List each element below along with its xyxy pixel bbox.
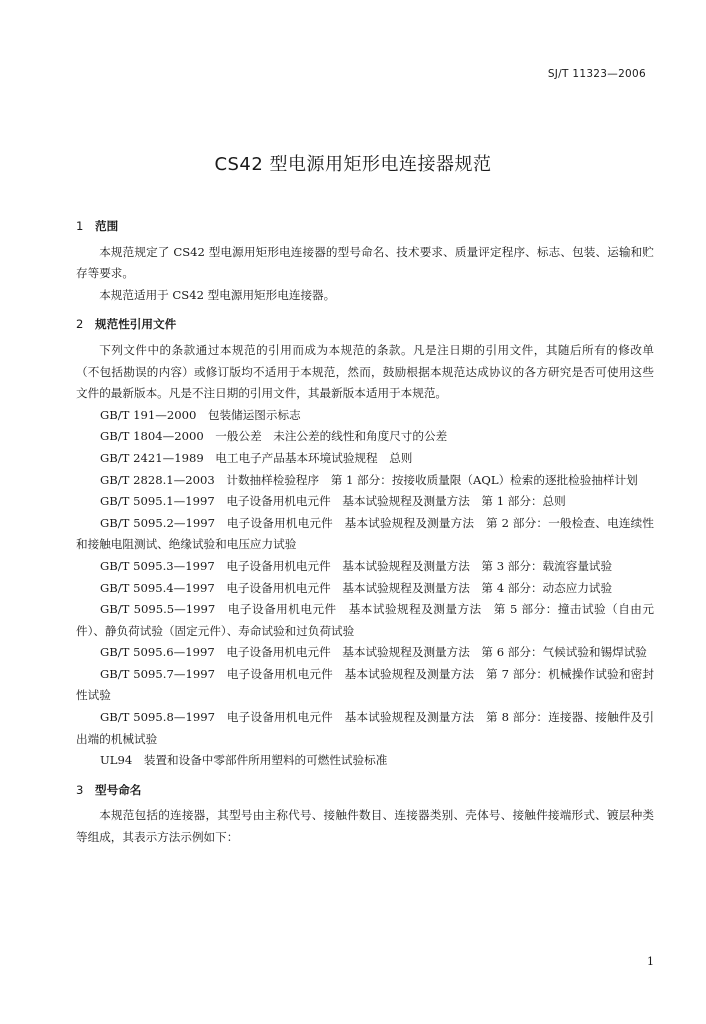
reference-item: GB/T 5095.6—1997 电子设备用机电元件 基本试验规程及测量方法 第 6 部分：气候试验和锡焊试验: [100, 645, 647, 660]
reference-item: GB/T 5095.5—1997 电子设备用机电元件 基本试验规程及测量方法 第 5 部分：撞击试验（自由元件）、静负荷试验（固定元件）、寿命试验和过负荷试验: [76, 602, 654, 638]
paragraph: 本规范规定了 CS42 型电源用矩形电连接器的型号命名、技术要求、质量评定程序、标志、包装、运输和贮存等要求。: [76, 244, 654, 281]
section-3-heading: [76, 780, 654, 802]
section-1-heading: [76, 216, 654, 238]
section-2-heading: [76, 314, 654, 336]
paragraph: 本规范适用于 CS42 型电源用矩形电连接器。: [99, 287, 336, 302]
section-number: 3: [76, 782, 84, 797]
reference-item: GB/T 191—2000 包装储运图示标志: [100, 407, 301, 422]
reference-item: GB/T 5095.3—1997 电子设备用机电元件 基本试验规程及测量方法 第 3 部分：载流容量试验: [100, 558, 613, 573]
section-title: 型号命名: [95, 782, 142, 797]
reference-item: GB/T 2828.1—2003 计数抽样检验程序 第 1 部分：按接收质量限（AQL）检索的逐批检验抽样计划: [100, 472, 638, 487]
page-number: 1: [647, 955, 654, 968]
reference-item: GB/T 2421—1989 电工电子产品基本环境试验规程 总则: [100, 450, 413, 465]
paragraph: 下列文件中的条款通过本规范的引用而成为本规范的条款。凡是注日期的引用文件，其随后所有的修改单（不包括勘误的内容）或修订版均不适用于本规范，然而，鼓励根据本规范达成协议的各方研究是否可使用这些文件的最新版本。凡是不注日期的引用文件，其最新版本适用于本规范。: [76, 342, 654, 401]
document-body: [76, 210, 654, 849]
reference-item: GB/T 5095.2—1997 电子设备用机电元件 基本试验规程及测量方法 第 2 部分：一般检查、电连续性和接触电阻测试、绝缘试验和电压应力试验: [76, 515, 654, 552]
reference-item: GB/T 5095.1—1997 电子设备用机电元件 基本试验规程及测量方法 第 1 部分：总则: [100, 494, 566, 509]
reference-item: UL94 装置和设备中零部件所用塑料的可燃性试验标准: [100, 753, 388, 768]
reference-item: GB/T 5095.8—1997 电子设备用机电元件 基本试验规程及测量方法 第 8 部分：连接器、接触件及引出端的机械试验: [76, 710, 654, 746]
paragraph: 本规范包括的连接器，其型号由主称代号、接触件数目、连接器类别、壳体号、接触件接端形式、镀层种类等组成，其表示方法示例如下：: [76, 808, 654, 845]
section-number: 2: [76, 317, 84, 332]
section-title: 范围: [95, 219, 119, 233]
reference-item: GB/T 5095.4—1997 电子设备用机电元件 基本试验规程及测量方法 第 4 部分：动态应力试验: [100, 580, 613, 595]
section-title: 规范性引用文件: [95, 317, 177, 332]
standard-code: SJ/T 11323—2006: [547, 68, 646, 80]
document-title: CS42 型电源用矩形电连接器规范: [214, 154, 492, 175]
reference-item: GB/T 1804—2000 一般公差 未注公差的线性和角度尺寸的公差: [100, 429, 448, 444]
section-number: 1: [76, 219, 84, 233]
reference-item: GB/T 5095.7—1997 电子设备用机电元件 基本试验规程及测量方法 第 7 部分：机械操作试验和密封性试验: [76, 666, 654, 703]
